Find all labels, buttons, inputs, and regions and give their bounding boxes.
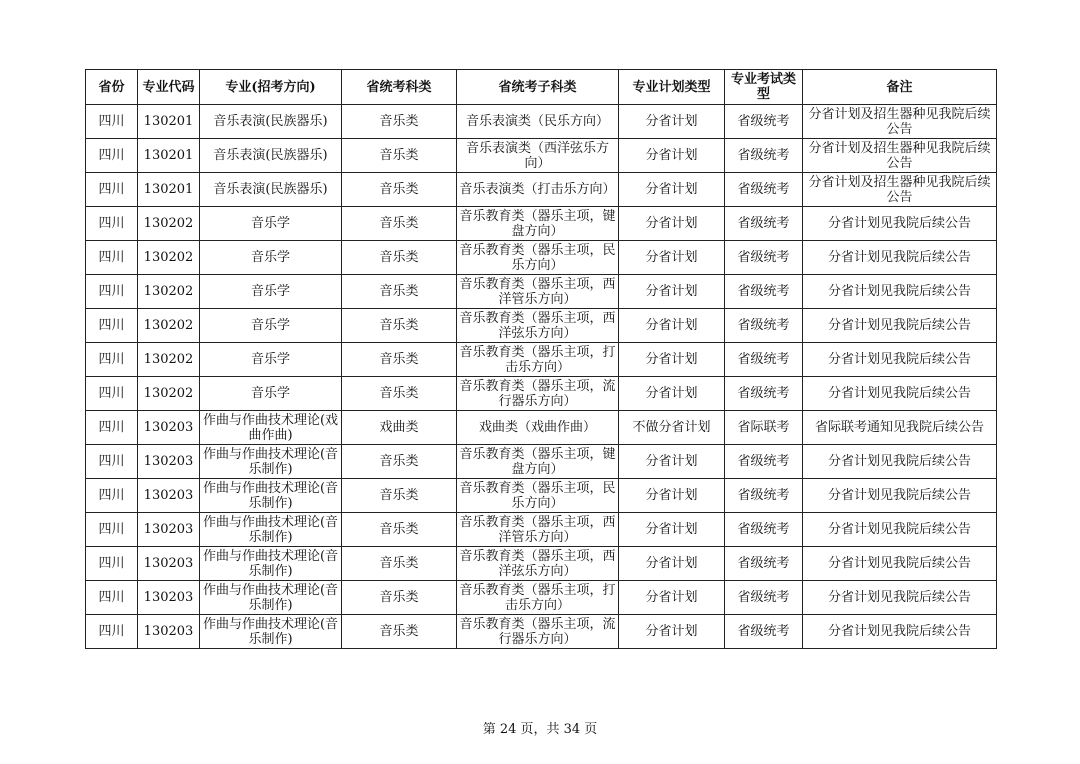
cell-exam-subcategory: 音乐教育类（器乐主项，流行器乐方向） bbox=[457, 377, 619, 411]
cell-plan-type: 分省计划 bbox=[619, 173, 725, 207]
cell-plan-type: 分省计划 bbox=[619, 207, 725, 241]
cell-exam-type: 省际联考 bbox=[725, 411, 803, 445]
cell-exam-type: 省级统考 bbox=[725, 615, 803, 649]
table-row bbox=[86, 309, 997, 343]
header-exam-type: 专业考试类型 bbox=[725, 70, 803, 105]
cell-major-code: 130202 bbox=[138, 275, 200, 309]
cell-province: 四川 bbox=[86, 411, 138, 445]
header-major-code: 专业代码 bbox=[138, 70, 200, 105]
cell-exam-type: 省级统考 bbox=[725, 377, 803, 411]
table-row bbox=[86, 275, 997, 309]
cell-exam-category: 音乐类 bbox=[342, 445, 457, 479]
cell-exam-subcategory: 音乐表演类（西洋弦乐方向） bbox=[457, 139, 619, 173]
table-row bbox=[86, 445, 997, 479]
cell-major-code: 130203 bbox=[138, 411, 200, 445]
cell-exam-subcategory: 音乐表演类（打击乐方向） bbox=[457, 173, 619, 207]
cell-major-code: 130201 bbox=[138, 105, 200, 139]
cell-province: 四川 bbox=[86, 105, 138, 139]
header-major-direction: 专业(招考方向) bbox=[200, 70, 342, 105]
cell-plan-type: 分省计划 bbox=[619, 343, 725, 377]
header-exam-subcategory: 省统考子科类 bbox=[457, 70, 619, 105]
cell-plan-type: 不做分省计划 bbox=[619, 411, 725, 445]
cell-province: 四川 bbox=[86, 173, 138, 207]
page-number: 第 24 页，共 34 页 bbox=[482, 722, 598, 737]
cell-major-code: 130201 bbox=[138, 173, 200, 207]
cell-remarks: 分省计划见我院后续公告 bbox=[803, 377, 997, 411]
cell-exam-category: 音乐类 bbox=[342, 139, 457, 173]
cell-province: 四川 bbox=[86, 343, 138, 377]
cell-province: 四川 bbox=[86, 581, 138, 615]
cell-exam-subcategory: 音乐教育类（器乐主项，打击乐方向） bbox=[457, 343, 619, 377]
header-exam-category: 省统考科类 bbox=[342, 70, 457, 105]
cell-major-code: 130202 bbox=[138, 241, 200, 275]
cell-plan-type: 分省计划 bbox=[619, 139, 725, 173]
table-header-row bbox=[86, 70, 997, 105]
cell-exam-subcategory: 戏曲类（戏曲作曲） bbox=[457, 411, 619, 445]
cell-province: 四川 bbox=[86, 275, 138, 309]
cell-exam-type: 省级统考 bbox=[725, 241, 803, 275]
cell-remarks: 分省计划见我院后续公告 bbox=[803, 275, 997, 309]
cell-major-direction: 作曲与作曲技术理论(音乐制作) bbox=[200, 445, 342, 479]
cell-plan-type: 分省计划 bbox=[619, 581, 725, 615]
cell-major-code: 130202 bbox=[138, 207, 200, 241]
cell-exam-subcategory: 音乐教育类（器乐主项，键盘方向） bbox=[457, 207, 619, 241]
cell-province: 四川 bbox=[86, 139, 138, 173]
cell-remarks: 分省计划见我院后续公告 bbox=[803, 479, 997, 513]
cell-exam-type: 省级统考 bbox=[725, 445, 803, 479]
cell-exam-type: 省级统考 bbox=[725, 547, 803, 581]
cell-major-code: 130202 bbox=[138, 343, 200, 377]
cell-remarks: 分省计划见我院后续公告 bbox=[803, 513, 997, 547]
cell-exam-category: 音乐类 bbox=[342, 547, 457, 581]
cell-exam-subcategory: 音乐教育类（器乐主项，打击乐方向） bbox=[457, 581, 619, 615]
header-remarks: 备注 bbox=[803, 70, 997, 105]
cell-major-direction: 音乐学 bbox=[200, 275, 342, 309]
table-row bbox=[86, 581, 997, 615]
cell-exam-subcategory: 音乐表演类（民乐方向） bbox=[457, 105, 619, 139]
cell-major-code: 130203 bbox=[138, 581, 200, 615]
table-row bbox=[86, 513, 997, 547]
cell-major-direction: 音乐学 bbox=[200, 309, 342, 343]
cell-province: 四川 bbox=[86, 377, 138, 411]
cell-exam-subcategory: 音乐教育类（器乐主项，西洋管乐方向） bbox=[457, 513, 619, 547]
cell-remarks: 省际联考通知见我院后续公告 bbox=[803, 411, 997, 445]
cell-exam-type: 省级统考 bbox=[725, 139, 803, 173]
cell-exam-category: 音乐类 bbox=[342, 513, 457, 547]
admission-plan-table bbox=[85, 69, 997, 649]
cell-exam-type: 省级统考 bbox=[725, 105, 803, 139]
cell-remarks: 分省计划及招生器种见我院后续公告 bbox=[803, 139, 997, 173]
cell-province: 四川 bbox=[86, 445, 138, 479]
cell-major-direction: 音乐表演(民族器乐) bbox=[200, 105, 342, 139]
cell-major-direction: 作曲与作曲技术理论(戏曲作曲) bbox=[200, 411, 342, 445]
cell-major-code: 130203 bbox=[138, 479, 200, 513]
cell-major-direction: 作曲与作曲技术理论(音乐制作) bbox=[200, 615, 342, 649]
cell-plan-type: 分省计划 bbox=[619, 445, 725, 479]
cell-exam-category: 音乐类 bbox=[342, 581, 457, 615]
cell-major-direction: 作曲与作曲技术理论(音乐制作) bbox=[200, 547, 342, 581]
cell-exam-category: 音乐类 bbox=[342, 343, 457, 377]
cell-exam-type: 省级统考 bbox=[725, 309, 803, 343]
cell-exam-category: 音乐类 bbox=[342, 309, 457, 343]
cell-exam-category: 戏曲类 bbox=[342, 411, 457, 445]
table-row bbox=[86, 479, 997, 513]
cell-remarks: 分省计划见我院后续公告 bbox=[803, 615, 997, 649]
cell-province: 四川 bbox=[86, 513, 138, 547]
cell-plan-type: 分省计划 bbox=[619, 377, 725, 411]
cell-major-code: 130202 bbox=[138, 377, 200, 411]
cell-remarks: 分省计划见我院后续公告 bbox=[803, 547, 997, 581]
cell-exam-subcategory: 音乐教育类（器乐主项，民乐方向） bbox=[457, 241, 619, 275]
cell-major-direction: 音乐学 bbox=[200, 241, 342, 275]
cell-major-direction: 音乐表演(民族器乐) bbox=[200, 173, 342, 207]
cell-remarks: 分省计划见我院后续公告 bbox=[803, 581, 997, 615]
cell-exam-category: 音乐类 bbox=[342, 173, 457, 207]
cell-plan-type: 分省计划 bbox=[619, 241, 725, 275]
cell-major-direction: 音乐表演(民族器乐) bbox=[200, 139, 342, 173]
cell-plan-type: 分省计划 bbox=[619, 615, 725, 649]
cell-remarks: 分省计划见我院后续公告 bbox=[803, 343, 997, 377]
cell-major-code: 130203 bbox=[138, 513, 200, 547]
cell-province: 四川 bbox=[86, 241, 138, 275]
cell-exam-subcategory: 音乐教育类（器乐主项，西洋管乐方向） bbox=[457, 275, 619, 309]
cell-province: 四川 bbox=[86, 207, 138, 241]
cell-remarks: 分省计划见我院后续公告 bbox=[803, 241, 997, 275]
cell-exam-type: 省级统考 bbox=[725, 513, 803, 547]
cell-province: 四川 bbox=[86, 479, 138, 513]
cell-exam-type: 省级统考 bbox=[725, 173, 803, 207]
cell-major-direction: 作曲与作曲技术理论(音乐制作) bbox=[200, 581, 342, 615]
cell-plan-type: 分省计划 bbox=[619, 275, 725, 309]
table-row bbox=[86, 139, 997, 173]
cell-remarks: 分省计划及招生器种见我院后续公告 bbox=[803, 173, 997, 207]
cell-exam-type: 省级统考 bbox=[725, 343, 803, 377]
cell-plan-type: 分省计划 bbox=[619, 479, 725, 513]
cell-exam-subcategory: 音乐教育类（器乐主项，西洋弦乐方向） bbox=[457, 309, 619, 343]
cell-exam-category: 音乐类 bbox=[342, 241, 457, 275]
cell-exam-subcategory: 音乐教育类（器乐主项，西洋弦乐方向） bbox=[457, 547, 619, 581]
cell-major-direction: 音乐学 bbox=[200, 343, 342, 377]
cell-major-code: 130201 bbox=[138, 139, 200, 173]
cell-exam-subcategory: 音乐教育类（器乐主项，民乐方向） bbox=[457, 479, 619, 513]
cell-major-code: 130203 bbox=[138, 547, 200, 581]
table-row bbox=[86, 343, 997, 377]
cell-major-direction: 作曲与作曲技术理论(音乐制作) bbox=[200, 479, 342, 513]
cell-exam-subcategory: 音乐教育类（器乐主项，流行器乐方向） bbox=[457, 615, 619, 649]
cell-exam-category: 音乐类 bbox=[342, 615, 457, 649]
table-row bbox=[86, 241, 997, 275]
cell-exam-type: 省级统考 bbox=[725, 275, 803, 309]
cell-remarks: 分省计划见我院后续公告 bbox=[803, 207, 997, 241]
admission-plan-table-container bbox=[85, 69, 996, 649]
table-row bbox=[86, 377, 997, 411]
cell-exam-type: 省级统考 bbox=[725, 581, 803, 615]
cell-major-code: 130202 bbox=[138, 309, 200, 343]
cell-exam-category: 音乐类 bbox=[342, 479, 457, 513]
cell-major-code: 130203 bbox=[138, 615, 200, 649]
cell-exam-subcategory: 音乐教育类（器乐主项，键盘方向） bbox=[457, 445, 619, 479]
cell-plan-type: 分省计划 bbox=[619, 513, 725, 547]
table-row bbox=[86, 105, 997, 139]
cell-remarks: 分省计划见我院后续公告 bbox=[803, 309, 997, 343]
header-province: 省份 bbox=[86, 70, 138, 105]
table-row bbox=[86, 411, 997, 445]
table-row bbox=[86, 173, 997, 207]
cell-remarks: 分省计划见我院后续公告 bbox=[803, 445, 997, 479]
cell-plan-type: 分省计划 bbox=[619, 547, 725, 581]
cell-province: 四川 bbox=[86, 615, 138, 649]
cell-plan-type: 分省计划 bbox=[619, 105, 725, 139]
cell-plan-type: 分省计划 bbox=[619, 309, 725, 343]
table-row bbox=[86, 207, 997, 241]
cell-major-direction: 作曲与作曲技术理论(音乐制作) bbox=[200, 513, 342, 547]
table-body bbox=[86, 105, 997, 649]
cell-exam-category: 音乐类 bbox=[342, 275, 457, 309]
cell-exam-category: 音乐类 bbox=[342, 377, 457, 411]
cell-major-direction: 音乐学 bbox=[200, 377, 342, 411]
table-row bbox=[86, 615, 997, 649]
cell-province: 四川 bbox=[86, 309, 138, 343]
cell-exam-category: 音乐类 bbox=[342, 105, 457, 139]
header-plan-type: 专业计划类型 bbox=[619, 70, 725, 105]
cell-exam-type: 省级统考 bbox=[725, 479, 803, 513]
cell-exam-type: 省级统考 bbox=[725, 207, 803, 241]
cell-major-direction: 音乐学 bbox=[200, 207, 342, 241]
cell-province: 四川 bbox=[86, 547, 138, 581]
cell-exam-category: 音乐类 bbox=[342, 207, 457, 241]
cell-remarks: 分省计划及招生器种见我院后续公告 bbox=[803, 105, 997, 139]
table-row bbox=[86, 547, 997, 581]
cell-major-code: 130203 bbox=[138, 445, 200, 479]
